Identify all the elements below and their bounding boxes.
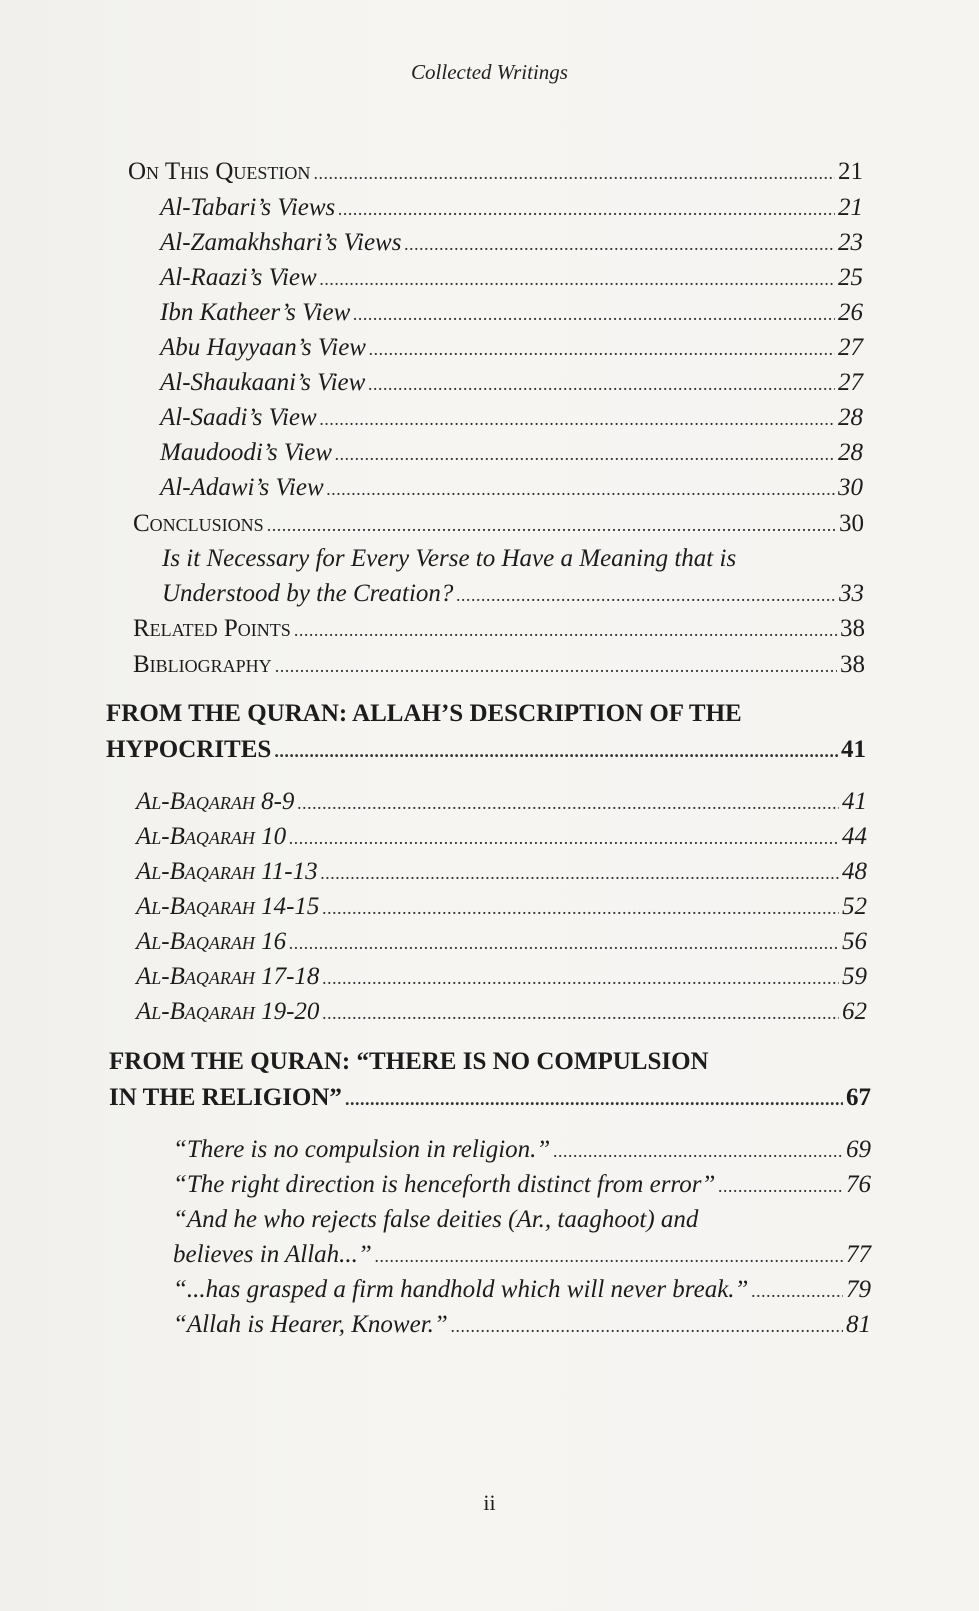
page-number: 41: [841, 736, 866, 763]
toc-entry: “There is no compulsion in religion.” . . . 69: [173, 1133, 871, 1168]
toc-entry-line: “And he who rejects false deities (Ar., taaghoot) and: [173, 1206, 699, 1233]
toc-entry: “...has grasped a firm handhold which will never break.” . . . 79: [173, 1273, 871, 1308]
toc-entry: Al-Raazi’s View . . . 25: [160, 261, 863, 296]
toc-entry-line: Is it Necessary for Every Verse to Have a Meaning that is: [162, 545, 737, 572]
toc-entry: Al-Baqarah 19-20 . . . 62: [136, 995, 867, 1030]
running-head: Collected Writings: [411, 60, 568, 84]
page-number: 28: [838, 439, 863, 466]
page-number: 67: [846, 1084, 871, 1111]
page-number: 56: [842, 928, 867, 955]
toc-entry: Al-Zamakhshari’s Views . . . 23: [160, 226, 863, 261]
page-number: 48: [842, 858, 867, 885]
page-number: 79: [846, 1276, 871, 1303]
toc-entry: “The right direction is henceforth distinct from error” . . . 76: [173, 1168, 871, 1203]
toc-entry: Ibn Katheer’s View . . . 26: [160, 296, 863, 331]
chapter-entry: HYPOCRITES . . . 41: [106, 733, 866, 768]
page-number: 52: [842, 893, 867, 920]
toc-entry: Al-Adawi’s View . . . 30: [160, 471, 863, 506]
toc-entry: Al-Tabari’s Views . . . 21: [160, 191, 863, 226]
page-number: 30: [838, 474, 863, 501]
page-number: 81: [846, 1311, 871, 1338]
toc-entry: Understood by the Creation? . . . 33: [162, 577, 864, 612]
page-number: 33: [839, 580, 864, 607]
toc-entry: Al-Saadi’s View . . . 28: [160, 401, 863, 436]
toc-entry: Al-Baqarah 17-18 . . . 59: [136, 960, 867, 995]
page-number: 26: [838, 299, 863, 326]
chapter-heading: FROM THE QURAN: ALLAH’S DESCRIPTION OF THE: [106, 700, 742, 727]
toc-entry: “Allah is Hearer, Knower.” . . . 81: [173, 1308, 871, 1343]
chapter-entry: IN THE RELIGION” . . . 67: [109, 1081, 871, 1116]
page-number: 76: [846, 1171, 871, 1198]
toc-entry: Abu Hayyaan’s View . . . 27: [160, 331, 863, 366]
page-number: 30: [839, 510, 864, 537]
toc-entry: Al-Baqarah 10 . . . 44: [136, 820, 867, 855]
page-number: 38: [840, 651, 865, 678]
toc-entry: Al-Baqarah 16 . . . 56: [136, 925, 867, 960]
page-number: 28: [838, 404, 863, 431]
page-number: 27: [838, 369, 863, 396]
page-number: 77: [846, 1241, 871, 1268]
toc-entry: Al-Baqarah 11-13 . . . 48: [136, 855, 867, 890]
page-number: 27: [838, 334, 863, 361]
page-number: 69: [846, 1136, 871, 1163]
toc-entry: Conclusions . . . 30: [133, 507, 864, 542]
toc-entry: Al-Baqarah 8-9 . . . 41: [136, 785, 867, 820]
page-number: 62: [842, 998, 867, 1025]
page-number: 59: [842, 963, 867, 990]
page-number: 44: [842, 823, 867, 850]
page-number: 41: [842, 788, 867, 815]
page-number: 21: [838, 158, 863, 185]
toc-entry: Bibliography . . . 38: [133, 648, 865, 683]
toc-entry: Al-Baqarah 14-15 . . . 52: [136, 890, 867, 925]
toc-entry: Maudoodi’s View . . . 28: [160, 436, 863, 471]
chapter-heading: FROM THE QURAN: “THERE IS NO COMPULSION: [109, 1048, 709, 1075]
page-number: 25: [838, 264, 863, 291]
page-folio: ii: [483, 1490, 496, 1515]
toc-entry: On This Question . . . 21: [128, 155, 863, 190]
page-number: 38: [840, 615, 865, 642]
toc-entry: believes in Allah...” . . . 77: [173, 1238, 871, 1273]
toc-entry: Related Points . . . 38: [133, 612, 865, 647]
page-number: 23: [838, 229, 863, 256]
page-number: 21: [838, 194, 863, 221]
toc-entry: Al-Shaukaani’s View . . . 27: [160, 366, 863, 401]
